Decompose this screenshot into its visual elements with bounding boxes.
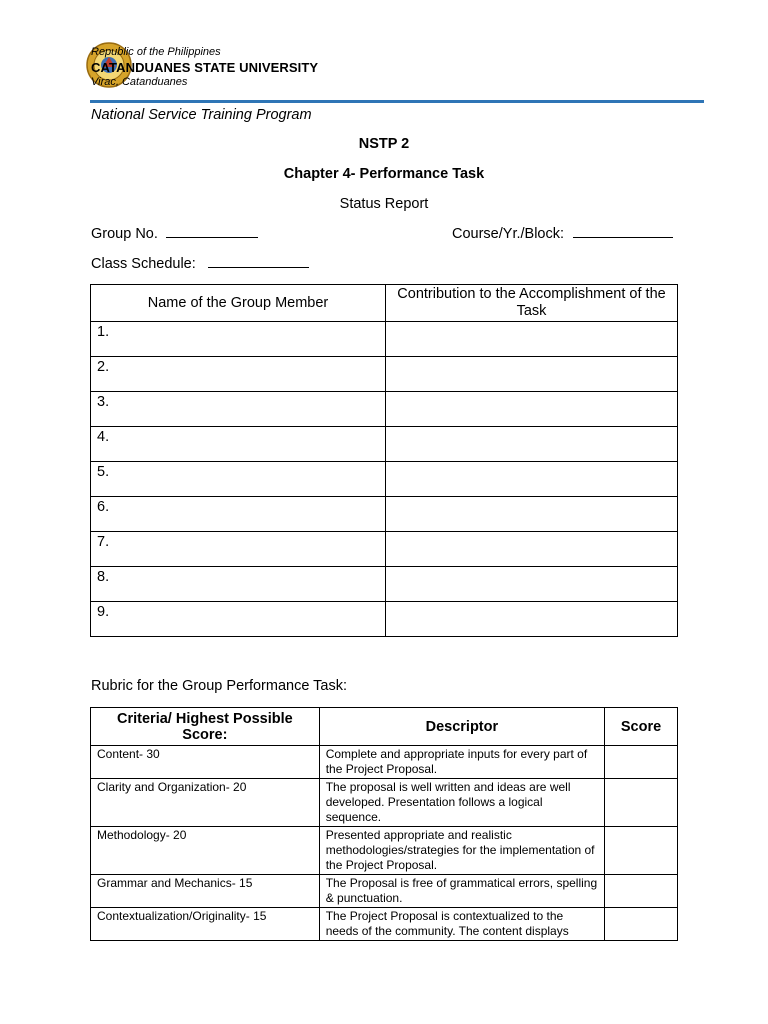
rubric-score-cell[interactable]: [605, 827, 678, 875]
member-contribution-cell[interactable]: [386, 532, 678, 567]
group-number-blank[interactable]: [166, 236, 258, 238]
rubric-descriptor: Complete and appropriate inputs for every part of the Project Proposal.: [319, 746, 604, 779]
rubric-criteria: Clarity and Organization- 20: [91, 779, 320, 827]
member-number: 7.: [91, 532, 386, 567]
rubric-score-cell[interactable]: [605, 875, 678, 908]
class-schedule-blank[interactable]: [208, 266, 309, 268]
program-name: National Service Training Program: [91, 107, 312, 123]
document-subtitle: Chapter 4- Performance Task: [283, 166, 485, 182]
rubric-descriptor: The Proposal is free of grammatical errors, spelling & punctuation.: [319, 875, 604, 908]
course-field: [452, 226, 673, 242]
group-number-field: [91, 226, 258, 242]
rubric-score-cell[interactable]: [605, 746, 678, 779]
member-contribution-cell[interactable]: [386, 462, 678, 497]
member-number: 6.: [91, 497, 386, 532]
member-contribution-cell[interactable]: [386, 497, 678, 532]
member-number: 3.: [91, 392, 386, 427]
header-location: Virac, Catanduanes: [91, 76, 188, 88]
member-contribution-cell[interactable]: [386, 602, 678, 637]
member-number: 2.: [91, 357, 386, 392]
group-members-table: [90, 284, 678, 637]
member-contribution-cell[interactable]: [386, 322, 678, 357]
member-number: 5.: [91, 462, 386, 497]
table-row: [91, 779, 678, 827]
rubric-header-descriptor: Descriptor: [319, 708, 604, 746]
group-number-label: Group No.: [91, 226, 158, 242]
rubric-score-cell[interactable]: [605, 908, 678, 941]
rubric-criteria: Contextualization/Originality- 15: [91, 908, 320, 941]
member-contribution-cell[interactable]: [386, 567, 678, 602]
member-number: 9.: [91, 602, 386, 637]
rubric-header-score: Score: [605, 708, 678, 746]
rubric-descriptor: The Project Proposal is contextualized to the needs of the community. The content displays: [319, 908, 604, 941]
report-type: Status Report: [339, 196, 429, 212]
member-number: 8.: [91, 567, 386, 602]
course-label: Course/Yr./Block:: [452, 226, 565, 242]
header-republic-line: Republic of the Philippines: [91, 46, 221, 58]
members-header-name: Name of the Group Member: [91, 285, 386, 322]
course-blank[interactable]: [573, 236, 673, 238]
table-row: [91, 462, 678, 497]
table-row: [91, 908, 678, 941]
class-schedule-field: [91, 256, 309, 272]
rubric-descriptor: The proposal is well written and ideas are well developed. Presentation follows a logical sequence.: [319, 779, 604, 827]
member-number: 4.: [91, 427, 386, 462]
class-schedule-label: Class Schedule:: [91, 256, 196, 272]
rubric-descriptor: Presented appropriate and realistic methodologies/strategies for the implementation of the Project Proposal.: [319, 827, 604, 875]
table-row: [91, 322, 678, 357]
member-contribution-cell[interactable]: [386, 427, 678, 462]
table-row: [91, 532, 678, 567]
rubric-table: [90, 707, 678, 941]
rubric-label: Rubric for the Group Performance Task:: [91, 678, 348, 694]
rubric-criteria: Grammar and Mechanics- 15: [91, 875, 320, 908]
rubric-criteria: Methodology- 20: [91, 827, 320, 875]
table-row: [91, 497, 678, 532]
table-row: [91, 602, 678, 637]
member-contribution-cell[interactable]: [386, 357, 678, 392]
member-number: 1.: [91, 322, 386, 357]
rubric-score-cell[interactable]: [605, 779, 678, 827]
rubric-criteria: Content- 30: [91, 746, 320, 779]
table-row: [91, 875, 678, 908]
table-row: [91, 392, 678, 427]
header-rule: [90, 100, 704, 103]
table-row: [91, 827, 678, 875]
member-contribution-cell[interactable]: [386, 392, 678, 427]
document-title: NSTP 2: [358, 136, 410, 152]
rubric-header-criteria: Criteria/ Highest Possible Score:: [91, 708, 320, 746]
table-row: [91, 746, 678, 779]
table-row: [91, 357, 678, 392]
table-row: [91, 567, 678, 602]
table-row: [91, 427, 678, 462]
members-header-contribution: Contribution to the Accomplishment of the Task: [386, 285, 678, 322]
header-university-name: CATANDUANES STATE UNIVERSITY: [91, 60, 319, 75]
